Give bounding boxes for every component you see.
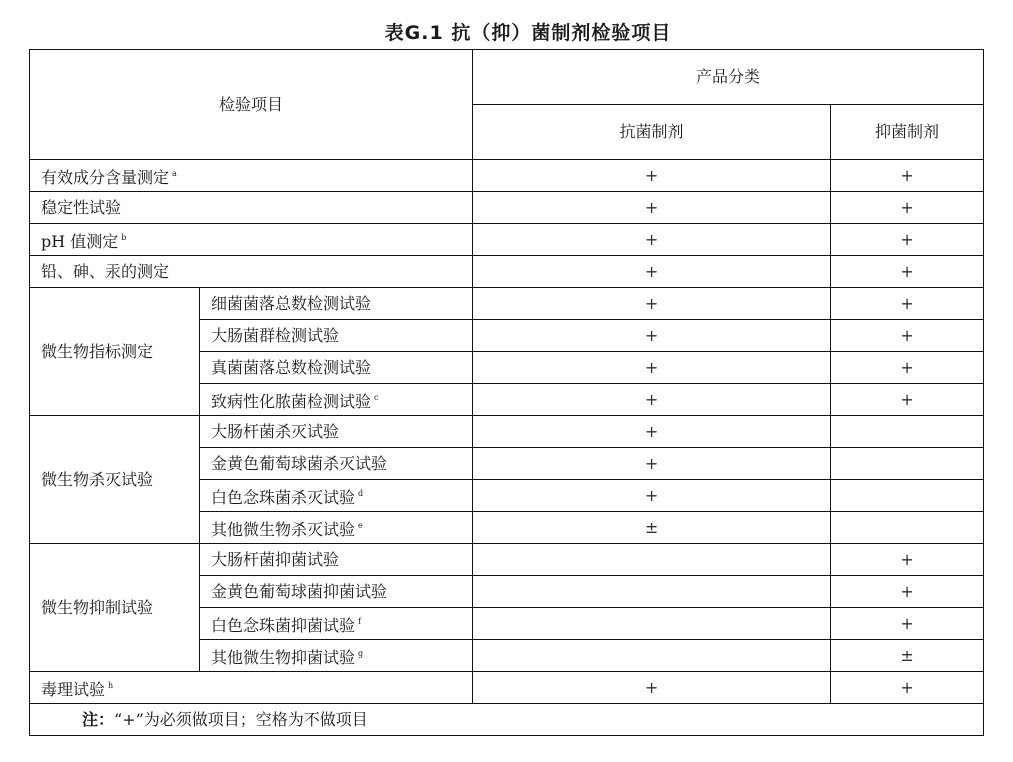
bacteriostatic-mark: + — [831, 320, 984, 352]
antibacterial-mark: + — [473, 672, 831, 704]
antibacterial-mark: + — [473, 256, 831, 288]
row-label-text: 白色念珠菌抑菌试验 — [211, 615, 356, 635]
row-label — [200, 512, 473, 544]
row-label — [30, 256, 473, 288]
row-label — [200, 608, 473, 640]
antibacterial-mark — [473, 544, 831, 576]
table-row — [30, 192, 984, 224]
bacteriostatic-mark — [831, 448, 984, 480]
row-label — [200, 576, 473, 608]
row-label — [30, 672, 473, 704]
bacteriostatic-mark: + — [831, 384, 984, 416]
group-label: 微生物杀灭试验 — [30, 416, 200, 544]
antibacterial-mark — [473, 576, 831, 608]
row-label — [200, 288, 473, 320]
row-label — [30, 160, 473, 192]
footnote-marker: g — [358, 648, 364, 658]
table-row — [30, 256, 984, 288]
antibacterial-mark: + — [473, 416, 831, 448]
antibacterial-mark: + — [473, 160, 831, 192]
row-label — [200, 480, 473, 512]
row-label-text: 其他微生物杀灭试验 — [211, 519, 356, 539]
inspection-items-table — [29, 49, 984, 736]
header-row-1 — [30, 50, 984, 105]
footnote-marker: b — [121, 232, 127, 242]
footnote-marker: c — [374, 392, 379, 402]
antibacterial-mark: + — [473, 288, 831, 320]
header-item-col: 检验项目 — [30, 50, 473, 160]
antibacterial-mark: + — [473, 224, 831, 256]
row-label-text: 有效成分含量测定 — [41, 167, 170, 187]
header-bacteriostatic: 抑菌制剂 — [831, 105, 984, 160]
row-label — [30, 192, 473, 224]
footnote-marker: d — [358, 488, 364, 498]
bacteriostatic-mark — [831, 480, 984, 512]
row-label — [200, 448, 473, 480]
table-row — [30, 416, 984, 448]
row-label — [30, 224, 473, 256]
row-label-text: pH 值测定 — [41, 231, 119, 251]
footnote-marker: h — [108, 680, 114, 690]
row-label-text: 大肠菌群检测试验 — [211, 325, 340, 345]
antibacterial-mark — [473, 640, 831, 672]
header-antibacterial: 抗菌制剂 — [473, 105, 831, 160]
bacteriostatic-mark: ± — [831, 640, 984, 672]
note-row — [30, 704, 984, 736]
bacteriostatic-mark: + — [831, 352, 984, 384]
row-label-text: 真菌菌落总数检测试验 — [211, 357, 372, 377]
bacteriostatic-mark: + — [831, 192, 984, 224]
footnote-marker: f — [358, 616, 361, 626]
antibacterial-mark: + — [473, 320, 831, 352]
group-label: 微生物指标测定 — [30, 288, 200, 416]
table-note — [30, 704, 984, 736]
table-row — [30, 288, 984, 320]
row-label-text: 铅、砷、汞的测定 — [41, 261, 170, 281]
row-label-text: 细菌菌落总数检测试验 — [211, 293, 372, 313]
bacteriostatic-mark: + — [831, 288, 984, 320]
bacteriostatic-mark: + — [831, 160, 984, 192]
row-label-text: 白色念珠菌杀灭试验 — [211, 487, 356, 507]
antibacterial-mark — [473, 608, 831, 640]
bacteriostatic-mark: + — [831, 256, 984, 288]
row-label-text: 致病性化脓菌检测试验 — [211, 391, 372, 411]
row-label-text: 毒理试验 — [41, 679, 106, 699]
row-label-text: 稳定性试验 — [41, 197, 122, 217]
antibacterial-mark: + — [473, 480, 831, 512]
row-label-text: 大肠杆菌杀灭试验 — [211, 421, 340, 441]
antibacterial-mark: ± — [473, 512, 831, 544]
bacteriostatic-mark — [831, 512, 984, 544]
note-prefix: 注： — [82, 709, 115, 729]
row-label — [200, 416, 473, 448]
row-label — [200, 544, 473, 576]
row-label — [200, 352, 473, 384]
row-label — [200, 320, 473, 352]
row-label-text: 金黄色葡萄球菌杀灭试验 — [211, 453, 388, 473]
group-label: 微生物抑制试验 — [30, 544, 200, 672]
antibacterial-mark: + — [473, 352, 831, 384]
bacteriostatic-mark: + — [831, 672, 984, 704]
antibacterial-mark: + — [473, 192, 831, 224]
bacteriostatic-mark: + — [831, 544, 984, 576]
row-label-text: 其他微生物抑菌试验 — [211, 647, 356, 667]
row-label — [200, 640, 473, 672]
row-label-text: 大肠杆菌抑菌试验 — [211, 549, 340, 569]
bacteriostatic-mark: + — [831, 576, 984, 608]
note-text: “+”为必须做项目；空格为不做项目 — [114, 709, 368, 729]
table-row — [30, 544, 984, 576]
row-label — [200, 384, 473, 416]
footnote-marker: e — [358, 520, 363, 530]
antibacterial-mark: + — [473, 448, 831, 480]
bacteriostatic-mark — [831, 416, 984, 448]
table-row — [30, 224, 984, 256]
row-label-text: 金黄色葡萄球菌抑菌试验 — [211, 581, 388, 601]
table-row — [30, 672, 984, 704]
antibacterial-mark: + — [473, 384, 831, 416]
header-category-group: 产品分类 — [473, 50, 984, 105]
bacteriostatic-mark: + — [831, 224, 984, 256]
footnote-marker: a — [172, 168, 177, 178]
table-title: 表G.1 抗（抑）菌制剂检验项目 — [384, 22, 672, 44]
bacteriostatic-mark: + — [831, 608, 984, 640]
table-row — [30, 160, 984, 192]
